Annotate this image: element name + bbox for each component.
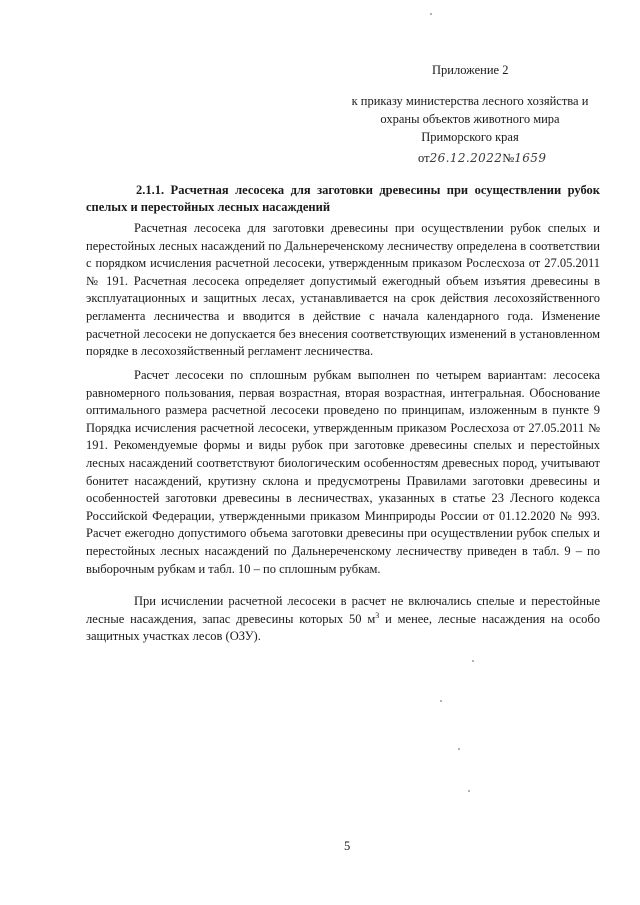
date-prefix: от [418, 151, 430, 165]
handwritten-number: 1659 [514, 151, 547, 165]
order-line-2: охраны объектов животного мира [380, 112, 560, 126]
section-heading: 2.1.1. Расчетная лесосека для заготовки древесины при осуществлении рубок спелых и перестойных лесных насаждений [86, 183, 600, 214]
order-date-line [418, 150, 546, 166]
exclusions-text-end: и менее, лесные насаждения на особо защитных участках лесов (ОЗУ). [86, 611, 600, 644]
appendix-title: Приложение 2 [432, 63, 509, 77]
page-number: 5 [344, 839, 351, 853]
number-prefix: № [502, 151, 515, 165]
exclusions-text-start: При исчислении расчетной лесосеки в расчет не включались спелые и перестойные лесные насаждения, запас древесины которых 50 м [86, 594, 600, 626]
handwritten-date: 26.12.2022 [429, 151, 503, 165]
scan-speck [458, 748, 460, 750]
scan-speck [430, 13, 432, 15]
order-line-1: к приказу министерства лесного хозяйства и [351, 94, 589, 108]
paragraph-allowable-cut-definition: Расчетная лесосека для заготовки древесины при осуществлении рубок спелых и перестойных лесных насаждений по Дальнереченскому лесничеству определена в соответствии с порядком исчисления расчетной лесосеки, утвержденным приказом Рослесхоза от 27.05.2011 № 191. Расчетная лесосека определяет допустимый ежегодный объем изъятия древесины в эксплуатационных и защитных лесах, устанавливается на срок действия лесохозяйственного регламента лесничества и вводится в действие с начала календарного года. Изменение расчетной лесосеки не допускается без внесения соответствующих изменений в установленном порядке в лесохозяйственный регламент лесничества. [86, 221, 600, 359]
paragraph-exclusions [86, 593, 600, 646]
paragraph-clear-cutting-calculation: Расчет лесосеки по сплошным рубкам выполнен по четырем вариантам: лесосека равномерного пользования, первая возрастная, вторая возрастная, интегральная. Обоснование оптимального размера расчетной лесосеки проведено по принципам, изложенным в пункте 9 Порядка исчисления расчетной лесосеки, утвержденным приказом Рослесхоза от 27.05.2011 № 191. Рекомендуемые формы и виды рубок при заготовке древесины спелых и перестойных лесных насаждений соответствуют биологическим особенностям древесных пород, учитывают бонитет насаждений, крутизну склона и предусмотрены Правилами заготовки древесины и особенностей заготовки древесины в лесничествах, указанных в статье 23 Лесного кодекса Российской Федерации, утвержденными приказом Минприроды России от 01.12.2020 № 993. Расчет ежегодно допустимого объема заготовки древесины при осуществлении рубок спелых и перестойных лесных насаждений по Дальнереченскому лесничеству приведен в табл. 9 – по выборочным рубкам и табл. 10 – по сплошным рубкам. [86, 368, 600, 576]
scan-speck [468, 790, 470, 792]
scan-speck [440, 700, 442, 702]
appendix-order-reference [330, 92, 610, 146]
scan-speck [472, 660, 474, 662]
order-line-3: Приморского края [421, 130, 519, 144]
cubic-superscript: 3 [375, 610, 380, 620]
